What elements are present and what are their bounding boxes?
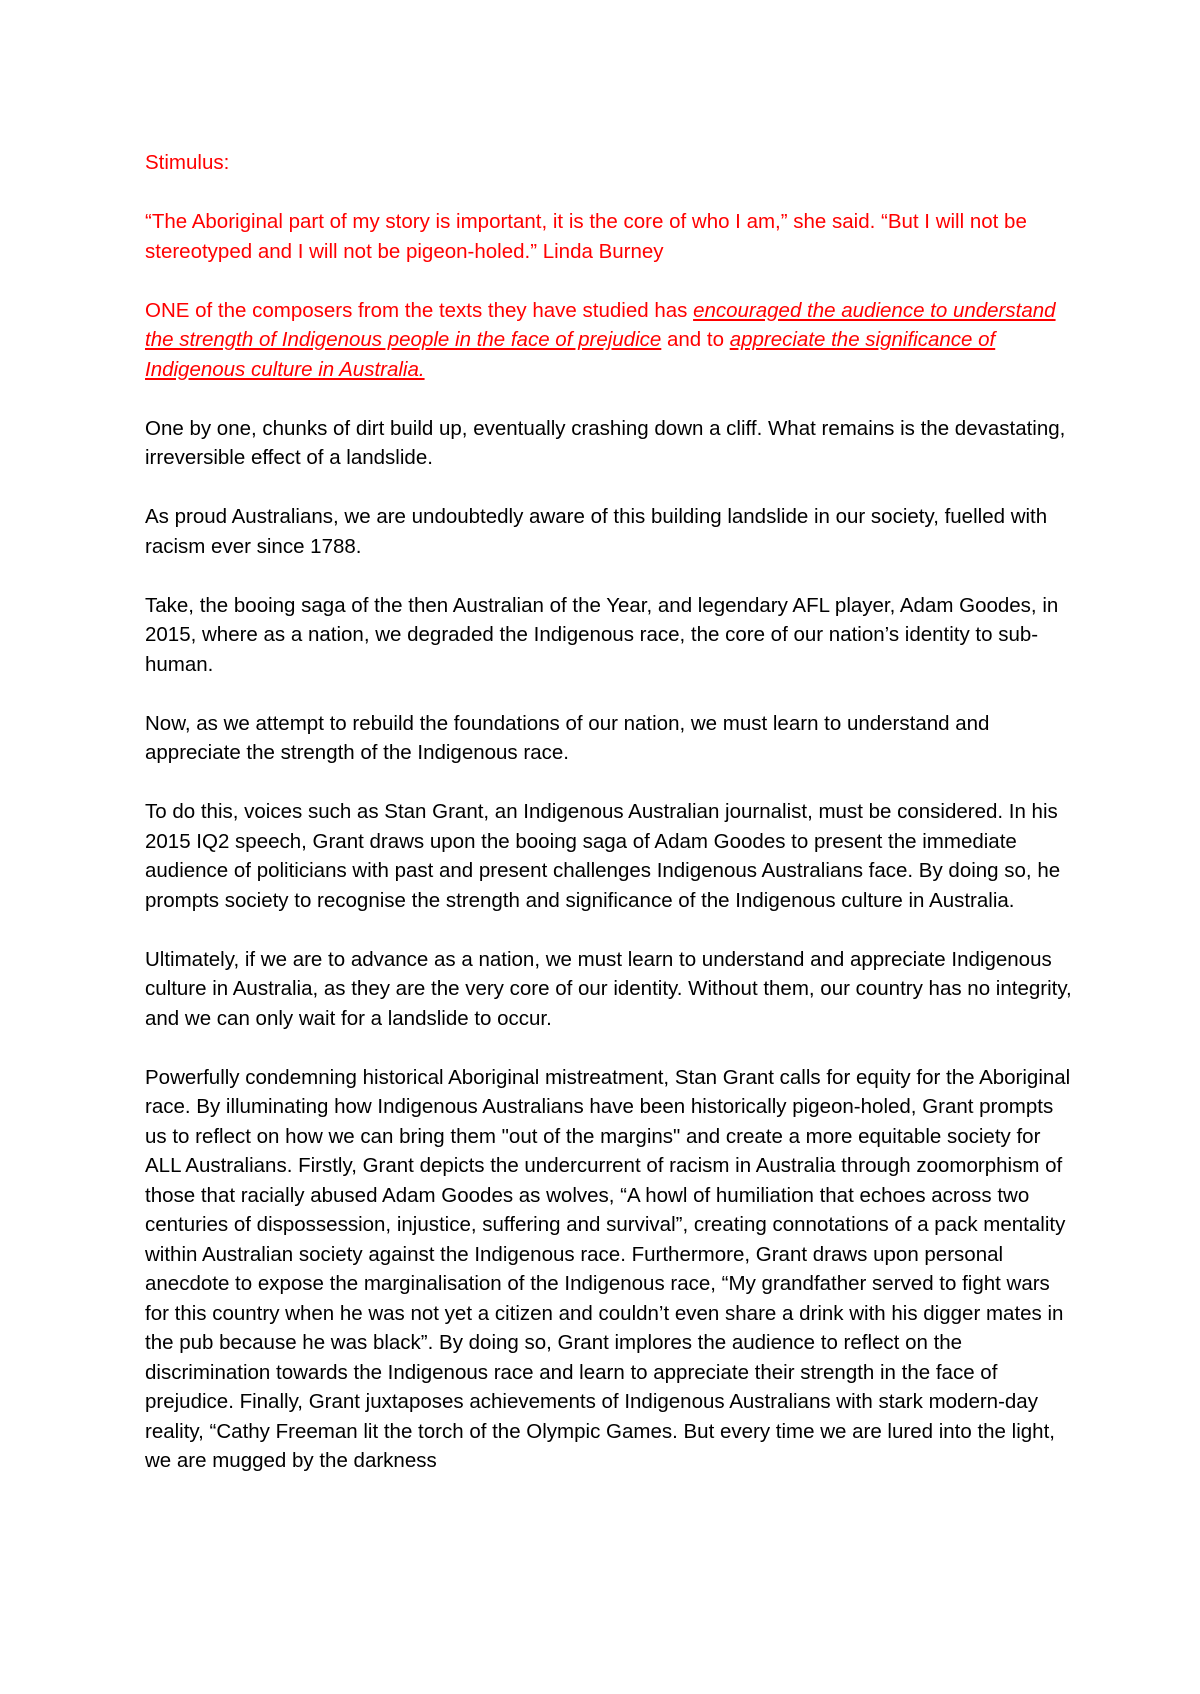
question-emphasis-strength: encouraged the audience to understand the strength of Indigenous people in the face of prejudice <box>145 298 1056 351</box>
stimulus-heading: Stimulus: <box>145 151 230 174</box>
question-emphasis-significance: appreciate the significance of Indigenous culture in Australia. <box>145 328 996 381</box>
paragraph-stan-grant: To do this, voices such as Stan Grant, an Indigenous Australian journalist, must be considered. In his 2015 IQ2 speech, Grant draws upon the booing saga of Adam Goodes to present the immediate audience of politicians with past and present challenges Indigenous Australians face. By doing so, he prompts society to recognise the strength and significance of the Indigenous culture in Australia. <box>145 800 1061 912</box>
paragraph-landslide: One by one, chunks of dirt build up, eventually crashing down a cliff. What remains is the devastating, irreversible effect of a landslide. <box>145 416 1066 469</box>
question-text-part2: and to <box>661 328 730 351</box>
stimulus-quote: “The Aboriginal part of my story is important, it is the core of who I am,” she said. “But I will not be stereotyped and I will not be pigeon-holed.” Linda Burney <box>145 210 1027 263</box>
essay-question <box>145 296 1075 385</box>
question-text-part1: ONE of the composers from the texts they have studied has <box>145 298 694 322</box>
paragraph-analysis: Powerfully condemning historical Aboriginal mistreatment, Stan Grant calls for equity for the Aboriginal race. By illuminating how Indigenous Australians have been historically pigeon-holed, Grant prompts us to reflect on how we can bring them "out of the margins" and create a more equitable society for ALL Australians. Firstly, Grant depicts the undercurrent of racism in Australia through zoomorphism of those that racially abused Adam Goodes as wolves, “A howl of humiliation that echoes across two centuries of dispossession, injustice, suffering and survival”, creating connotations of a pack mentality within Australian society against the Indigenous race. Furthermore, Grant draws upon personal anecdote to expose the marginalisation of the Indigenous race, “My grandfather served to fight wars for this country when he was not yet a citizen and couldn’t even share a drink with his digger mates in the pub because he was black”. By doing so, Grant implores the audience to reflect on the discrimination towards the Indigenous race and learn to appreciate their strength in the face of prejudice. Finally, Grant juxtaposes achievements of Indigenous Australians with stark modern-day reality, “Cathy Freeman lit the torch of the Olympic Games. But every time we are lured into the light, we are mugged by the darkness <box>145 1065 1071 1472</box>
paragraph-ultimately: Ultimately, if we are to advance as a nation, we must learn to understand and appreciate Indigenous culture in Australia, as they are the very core of our identity. Without them, our country has no integrity, and we can only wait for a landslide to occur. <box>145 947 1072 1030</box>
paragraph-proud-australians: As proud Australians, we are undoubtedly aware of this building landslide in our society, fuelled with racism ever since 1788. <box>145 505 1048 558</box>
paragraph-booing-saga: Take, the booing saga of the then Australian of the Year, and legendary AFL player, Adam Goodes, in 2015, where as a nation, we degraded the Indigenous race, the core of our nation’s identity to sub-human. <box>145 593 1059 676</box>
document-body <box>145 148 1075 1505</box>
paragraph-rebuild: Now, as we attempt to rebuild the foundations of our nation, we must learn to understand and appreciate the strength of the Indigenous race. <box>145 711 990 764</box>
